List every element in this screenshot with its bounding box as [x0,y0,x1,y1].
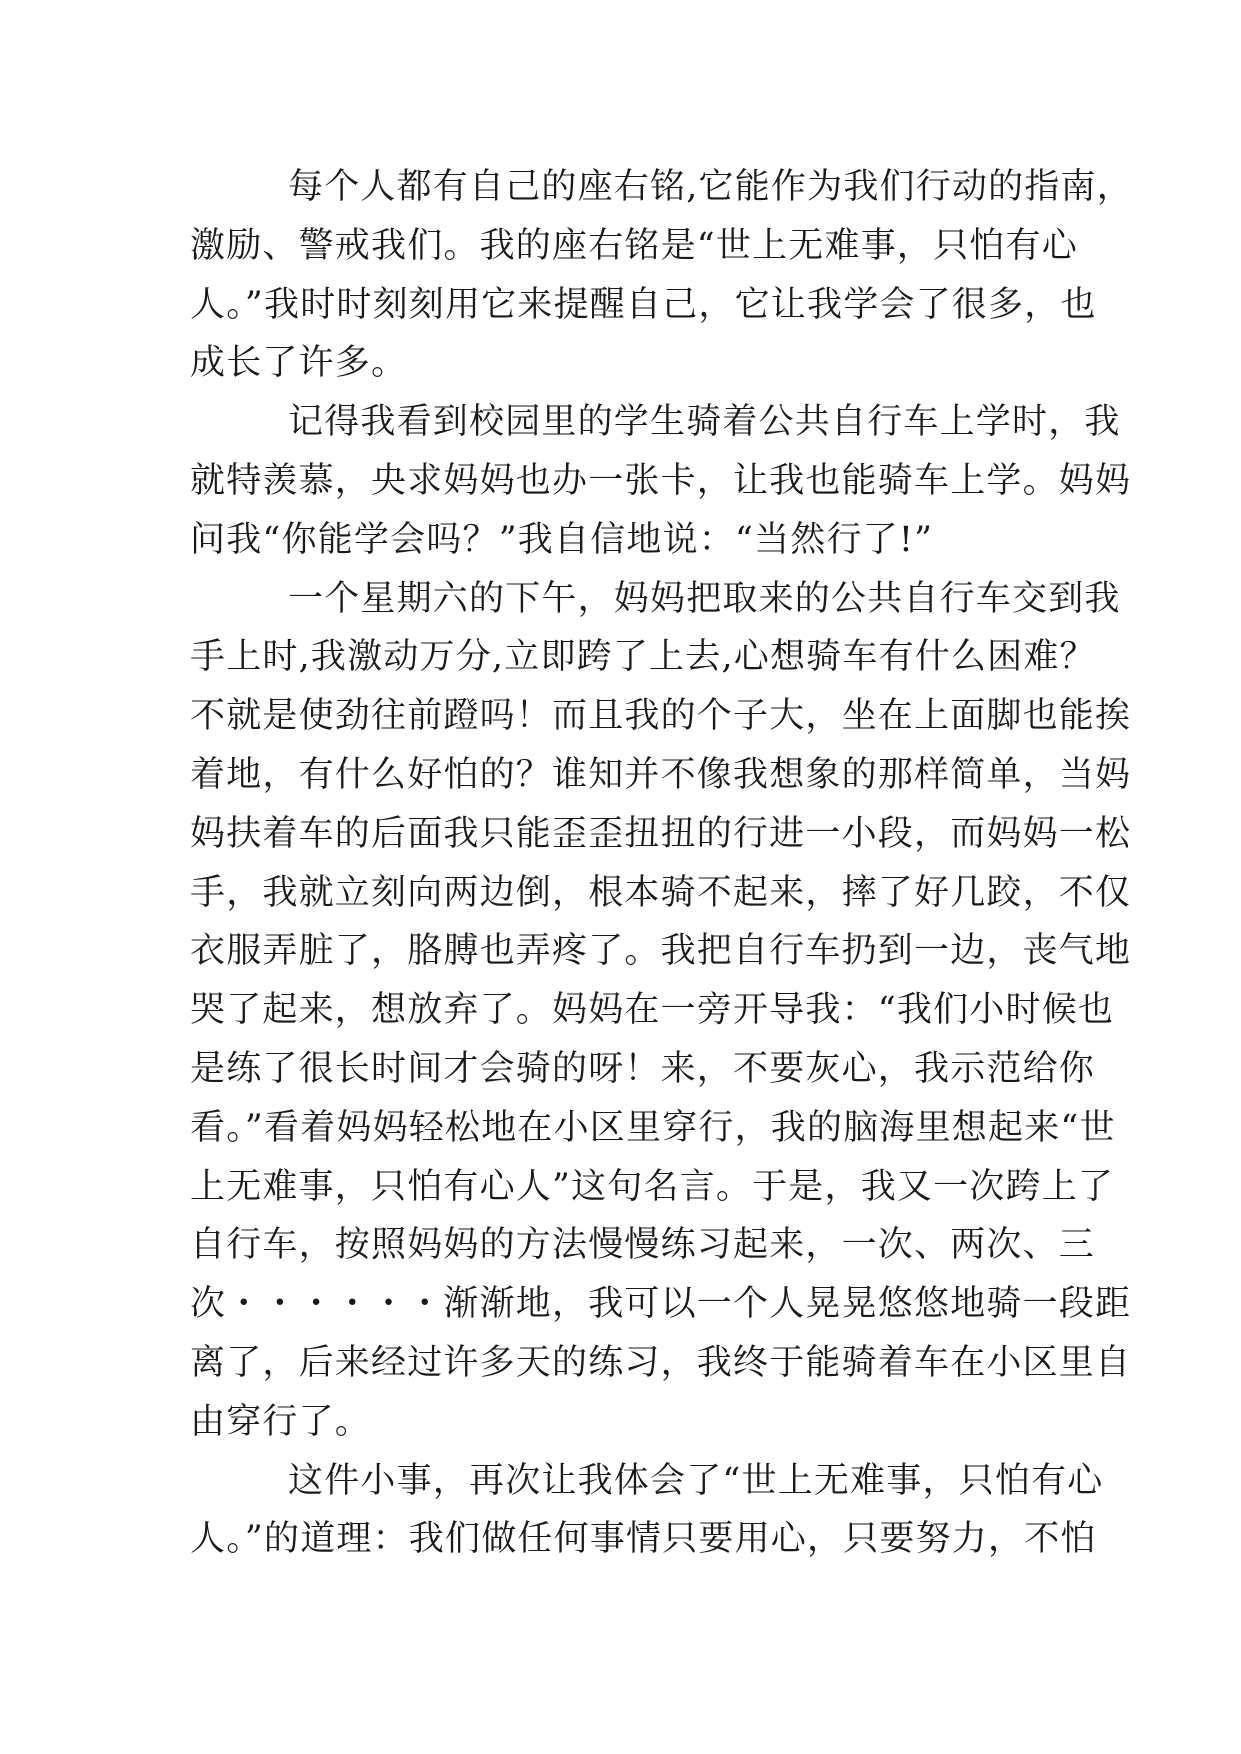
text-line: 看。”看着妈妈轻松地在小区里穿行，我的脑海里想起来“世 [190,1107,1116,1148]
text-line: 自行车，按照妈妈的方法慢慢练习起来，一次、两次、三 [190,1225,1096,1266]
text-line: 激励、警戒我们。我的座右铭是“世上无难事，只怕有心 [190,225,1078,266]
text-line: 上无难事，只怕有心人”这句名言。于是，我又一次跨上了 [190,1166,1115,1207]
text-line: 成长了许多。 [190,343,408,384]
text-line: 手，我就立刻向两边倒，根本骑不起来，摔了好几跤，不仅 [190,872,1132,913]
paragraph-1 [190,158,1133,393]
text-line: 着地，有什么好怕的？谁知并不像我想象的那样简单，当妈 [190,754,1132,795]
text-line: 次・・・・・・渐渐地，我可以一个人晃晃悠悠地骑一段距 [190,1284,1132,1325]
text-line: 由穿行了。 [190,1401,372,1442]
text-line: 妈扶着车的后面我只能歪歪扭扭的行进一小段，而妈妈一松 [190,813,1132,854]
text-line: 不就是使劲往前蹬吗！而且我的个子大，坐在上面脚也能挨 [190,696,1132,737]
paragraph-3 [190,570,1132,1452]
text-line: 人。”我时时刻刻用它来提醒自己，它让我学会了很多，也 [190,284,1097,325]
essay-body [190,158,1133,1569]
text-line: 一个星期六的下午，妈妈把取来的公共自行车交到我 [288,578,1121,619]
paragraph-2 [190,393,1132,569]
text-line: 人。”的道理：我们做任何事情只要用心，只要努力，不怕 [190,1519,1097,1560]
text-line: 衣服弄脏了，胳膊也弄疼了。我把自行车扔到一边，丧气地 [190,931,1132,972]
text-line: 这件小事，再次让我体会了“世上无难事，只怕有心 [288,1460,1104,1501]
text-line: 记得我看到校园里的学生骑着公共自行车上学时，我 [288,402,1121,443]
paragraph-4 [190,1452,1104,1570]
text-line: 每个人都有自己的座右铭,它能作为我们行动的指南， [288,167,1133,207]
text-line: 手上时,我激动万分,立即跨了上去,心想骑车有什么困难？ [190,637,1096,678]
text-line: 就特羡慕，央求妈妈也办一张卡，让我也能骑车上学。妈妈 [190,460,1132,501]
text-line: 离了，后来经过许多天的练习，我终于能骑着车在小区里自 [190,1342,1132,1383]
text-line: 问我“你能学会吗？”我自信地说：“当然行了!” [190,519,934,560]
text-line: 哭了起来，想放弃了。妈妈在一旁开导我：“我们小时候也 [190,990,1115,1031]
text-line: 是练了很长时间才会骑的呀！来，不要灰心，我示范给你 [190,1048,1096,1089]
